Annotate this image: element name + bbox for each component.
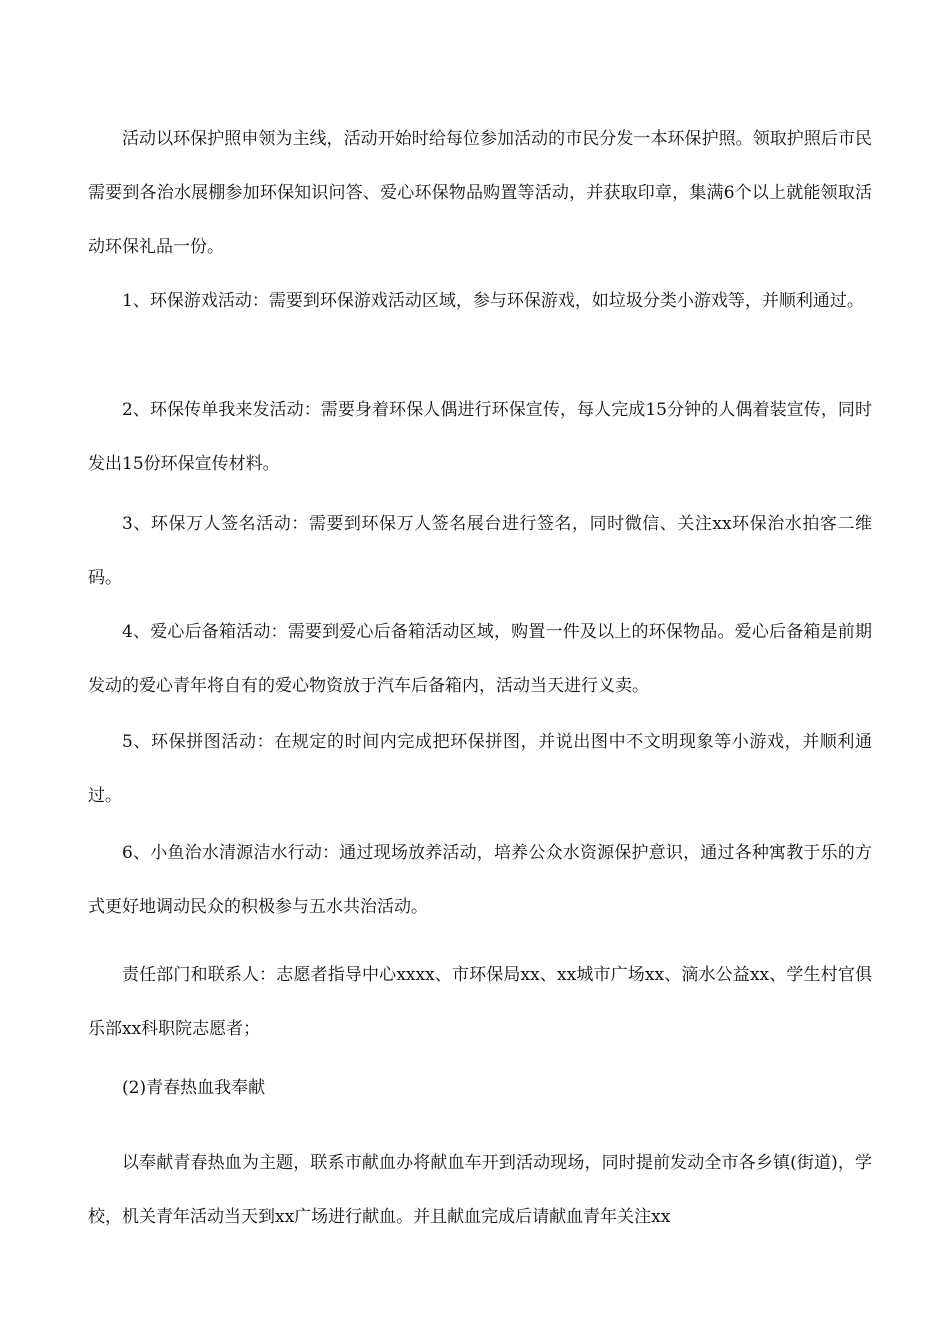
paragraph-item-4: 4、爱心后备箱活动：需要到爱心后备箱活动区域，购置一件及以上的环保物品。爱心后备箱是前期发动的爱心青年将自有的爱心物资放于汽车后备箱内，活动当天进行义卖。 (88, 622, 872, 696)
paragraph-item-5: 5、环保拼图活动：在规定的时间内完成把环保拼图，并说出图中不文明现象等小游戏，并顺利通过。 (88, 732, 872, 806)
paragraph-item-1: 1、环保游戏活动：需要到环保游戏活动区域，参与环保游戏，如垃圾分类小游戏等，并顺利通过。 (122, 291, 864, 311)
paragraph-item-6: 6、小鱼治水清源洁水行动：通过现场放养活动，培养公众水资源保护意识，通过各种寓教于乐的方式更好地调动民众的积极参与五水共治活动。 (88, 843, 872, 917)
section-heading: (2)青春热血我奉献 (122, 1078, 266, 1098)
paragraph-blood-donation: 以奉献青春热血为主题，联系市献血办将献血车开到活动现场，同时提前发动全市各乡镇(街道)，学校，机关青年活动当天到xx广场进行献血。并且献血完成后请献血青年关注xx (88, 1153, 872, 1227)
paragraph-contacts: 责任部门和联系人：志愿者指导中心xxxx、市环保局xx、xx城市广场xx、滴水公益xx、学生村官俱乐部xx科职院志愿者； (88, 965, 872, 1039)
paragraph-item-2: 2、环保传单我来发活动：需要身着环保人偶进行环保宣传，每人完成15分钟的人偶着装宣传，同时发出15份环保宣传材料。 (88, 400, 872, 474)
paragraph-intro: 活动以环保护照申领为主线，活动开始时给每位参加活动的市民分发一本环保护照。领取护照后市民需要到各治水展棚参加环保知识问答、爱心环保物品购置等活动，并获取印章，集满6个以上就能领取活动环保礼品一份。 (88, 129, 872, 257)
paragraph-item-3: 3、环保万人签名活动：需要到环保万人签名展台进行签名，同时微信、关注xx环保治水拍客二维码。 (88, 514, 872, 588)
